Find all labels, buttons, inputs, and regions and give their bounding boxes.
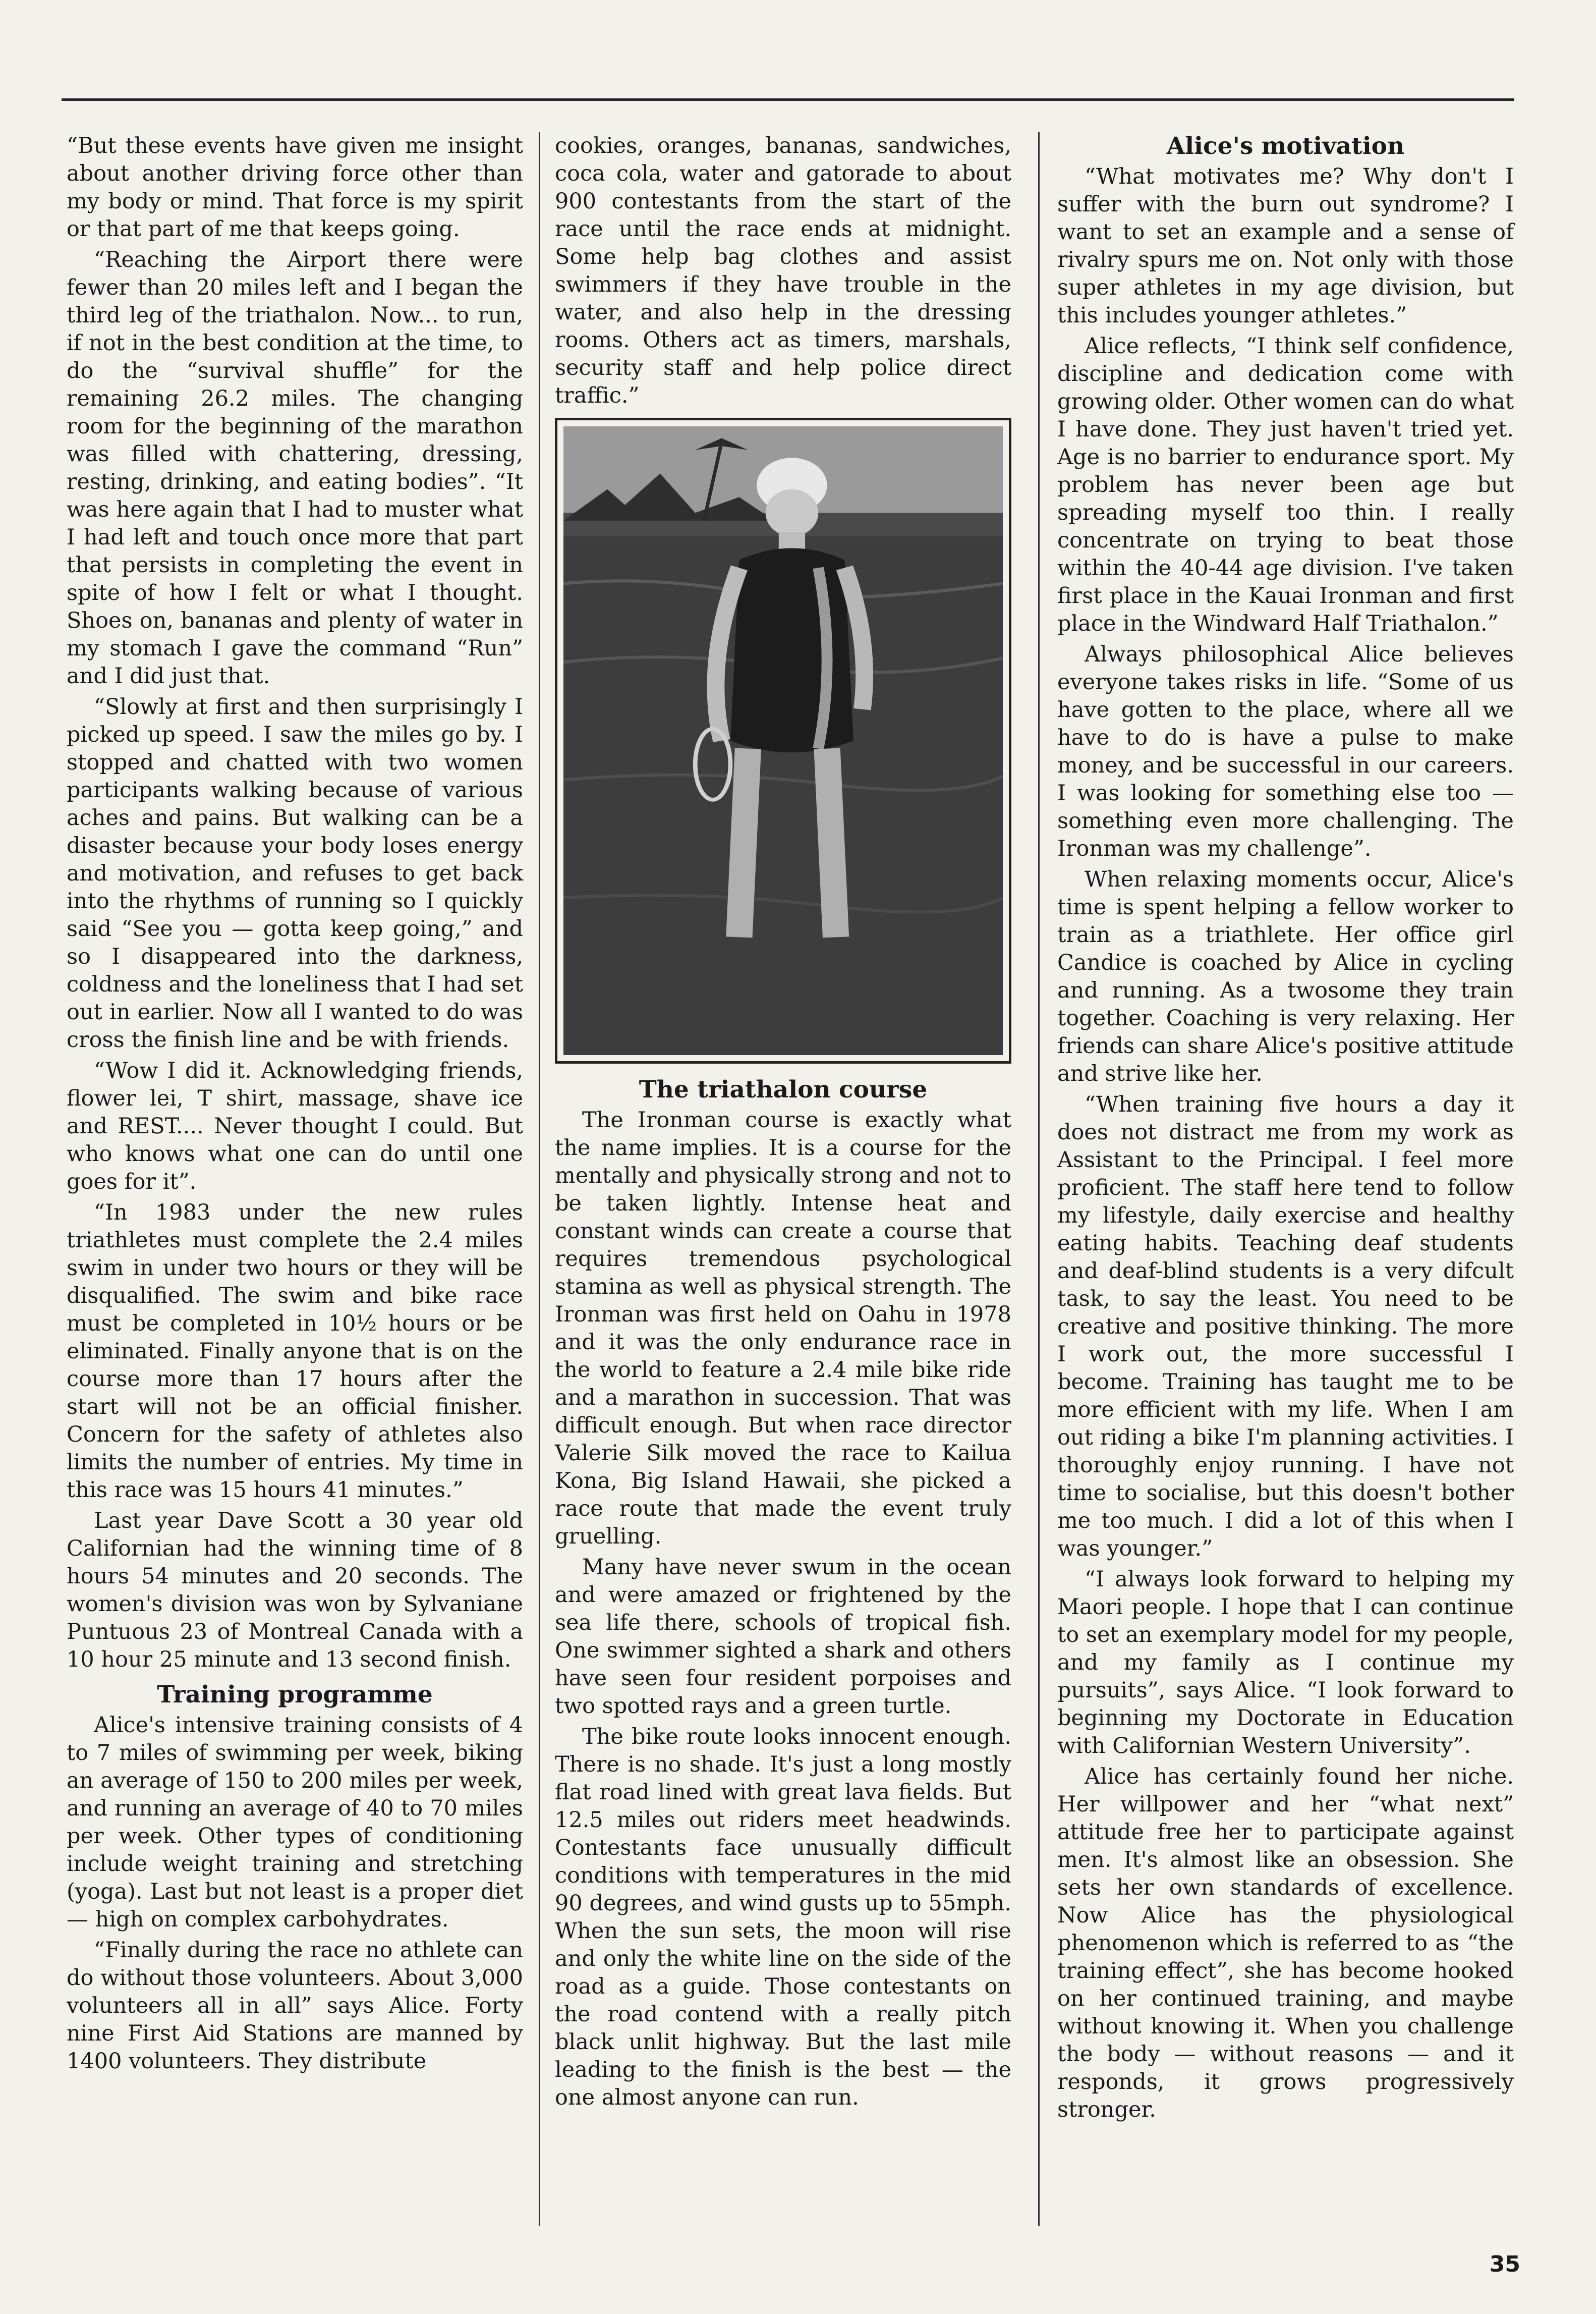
paragraph: Alice has certainly found her niche. Her willpower and her “what next” attitude free her to participate against men. It's almost like an obsession. She sets her own standards of excellence. Now Alice has the physiological phenomenon which is referred to as “the training effect”, she has become hooked on her continued training, and maybe without knowing it. When you challenge the body — without reasons — and it responds, it grows progressively stronger. (1057, 1764, 1514, 2122)
section-heading-motivation: Alice's motivation (1166, 132, 1405, 160)
column-2 (555, 132, 1011, 2115)
paragraph: When relaxing moments occur, Alice's time is spent helping a fellow worker to train as a triathlete. Her office girl Candice is coached by Alice in cycling and running. As a twosome they train together. Coaching is very relaxing. Her friends can share Alice's positive attitude and strive like her. (1057, 867, 1514, 1086)
swimmer-illustration (563, 426, 1003, 1055)
paragraph: cookies, oranges, bananas, sandwiches, coca cola, water and gatorade to about 900 contestants from the start of the race until the race ends at midnight. Some help bag clothes and assist swimmers if they have trouble in the water, and also help in the dressing rooms. Others act as timers, marshals, security staff and help police direct traffic.” (555, 133, 1011, 408)
paragraph: Always philosophical Alice believes everyone takes risks in life. “Some of us have gotten to the place, where all we have to do is have a pulse to make money, and be successful in our careers. I was looking for something else too — something even more challenging. The Ironman was my challenge”. (1057, 642, 1514, 861)
paragraph: The Ironman course is exactly what the name implies. It is a course for the mentally and physically strong and not to be taken lightly. Intense heat and constant winds can create a course that requires tremendous psychological stamina as well as physical strength. The Ironman was first held on Oahu in 1978 and it was the only endurance race in the world to feature a 2.4 mile bike ride and a marathon in succession. That was difficult enough. But when race director Valerie Silk moved the race to Kailua Kona, Big Island Hawaii, she picked a race route that made the event truly gruelling. (555, 1108, 1011, 1549)
column-1 (67, 132, 523, 2078)
paragraph: Alice reflects, “I think self confidence, discipline and dedication come with growing older. Other women can do what I have done. They just haven't tried yet. Age is no barrier to endurance sport. My problem has never been age but spreading myself too thin. I really concentrate on trying to beat those within the 40-44 age division. I've taken first place in the Kauai Ironman and first place in the Windward Half Triathalon.” (1057, 334, 1514, 636)
swimmer-photo (563, 426, 1003, 1055)
section-heading-course: The triathalon course (639, 1076, 928, 1104)
paragraph: The bike route looks innocent enough. There is no shade. It's just a long mostly flat road lined with great lava fields. But 12.5 miles out riders meet headwinds. Contestants face unusually difficult conditions with temperatures in the mid 90 degrees, and wind gusts up to 55mph. When the sun sets, the moon will rise and only the white line on the side of the road as a guide. Those contestants on the road contend with a really pitch black unlit highway. But the last mile leading to the finish is the best — the one almost anyone can run. (555, 1724, 1011, 2110)
page-number: 35 (1489, 2251, 1520, 2277)
paragraph: “What motivates me? Why don't I suffer with the burn out syndrome? I want to set an example and a sense of rivalry spurs me on. Not only with those super athletes in my age division, but this includes younger athletes.” (1057, 164, 1514, 328)
paragraph: “Finally during the race no athlete can do without those volunteers. About 3,000 volunteers all in all” says Alice. Forty nine First Aid Stations are manned by 1400 volunteers. They distribute (67, 1938, 523, 2074)
paragraph: “When training five hours a day it does not distract me from my work as Assistant to the Principal. I feel more proficient. The staff here tend to follow my lifestyle, daily exercise and healthy eating habits. Teaching deaf students and deaf-blind students is a very difcult task, to say the least. You need to be creative and positive thinking. The more I work out, the more successful I become. Training has taught me to be more efficient with my life. When I am out riding a bike I'm planning activities. I thoroughly enjoy running. I have not time to socialise, but this doesn't bother me too much. I did a lot of this when I was younger.” (1057, 1092, 1514, 1561)
paragraph: Many have never swum in the ocean and were amazed or frightened by the sea life there, schools of tropical fish. One swimmer sighted a shark and others have seen four resident porpoises and two spotted rays and a green turtle. (555, 1555, 1011, 1719)
section-heading-training: Training programme (157, 1681, 433, 1709)
photo-frame (555, 418, 1011, 1064)
paragraph: “Slowly at first and then surprisingly I picked up speed. I saw the miles go by. I stopped and chatted with two women participants walking because of various aches and pains. But walking can be a disaster because your body loses energy and motivation, and refuses to get back into the rhythms of running so I quickly said “See you — gotta keep going,” and so I disappeared into the darkness, coldness and the loneliness that I had set out in earlier. Now all I wanted to do was cross the finish line and be with friends. (67, 694, 523, 1053)
paragraph: “But these events have given me insight about another driving force other than my body or mind. That force is my spirit or that part of me that keeps going. (67, 133, 523, 242)
top-rule (62, 98, 1514, 101)
paragraph: “I always look forward to helping my Maori people. I hope that I can continue to set an exemplary model for my people, and my family as I continue my pursuits”, says Alice. “I look forward to beginning my Doctorate in Education with Californian Western University”. (1057, 1567, 1514, 1758)
column-3 (1057, 132, 1514, 2127)
paragraph: “Wow I did it. Acknowledging friends, flower lei, T shirt, massage, shave ice and REST.... Never thought I could. But who knows what one can do until one goes for it”. (67, 1058, 523, 1194)
column-divider (1038, 132, 1040, 2226)
paragraph: “In 1983 under the new rules triathletes must complete the 2.4 miles swim in under two hours or they will be disqualified. The swim and bike race must be completed in 10½ hours or be eliminated. Finally anyone that is on the course more than 17 hours after the start will not be an official finisher. Concern for the safety of athletes also limits the number of entries. My time in this race was 15 hours 41 minutes.” (67, 1200, 523, 1503)
paragraph: Alice's intensive training consists of 4 to 7 miles of swimming per week, biking an average of 150 to 200 miles per week, and running an average of 40 to 70 miles per week. Other types of conditioning include weight training and stretching (yoga). Last but not least is a proper diet — high on complex carbohydrates. (67, 1713, 523, 1932)
paragraph: Last year Dave Scott a 30 year old Californian had the winning time of 8 hours 54 minutes and 20 seconds. The women's division was won by Sylvaniane Puntuous 23 of Montreal Canada with a 10 hour 25 minute and 13 second finish. (67, 1508, 523, 1672)
column-divider (539, 132, 540, 2226)
paragraph: “Reaching the Airport there were fewer than 20 miles left and I began the third leg of the triathalon. Now... to run, if not in the best condition at the time, to do the “survival shuffle” for the remaining 26.2 miles. The changing room for the beginning of the marathon was filled with chattering, dressing, resting, drinking, and eating bodies”. “It was here again that I had to muster what I had left and touch once more that part that persists in completing the event in spite of how I felt or what I thought. Shoes on, bananas and plenty of water in my stomach I gave the command “Run” and I did just that. (67, 247, 523, 689)
